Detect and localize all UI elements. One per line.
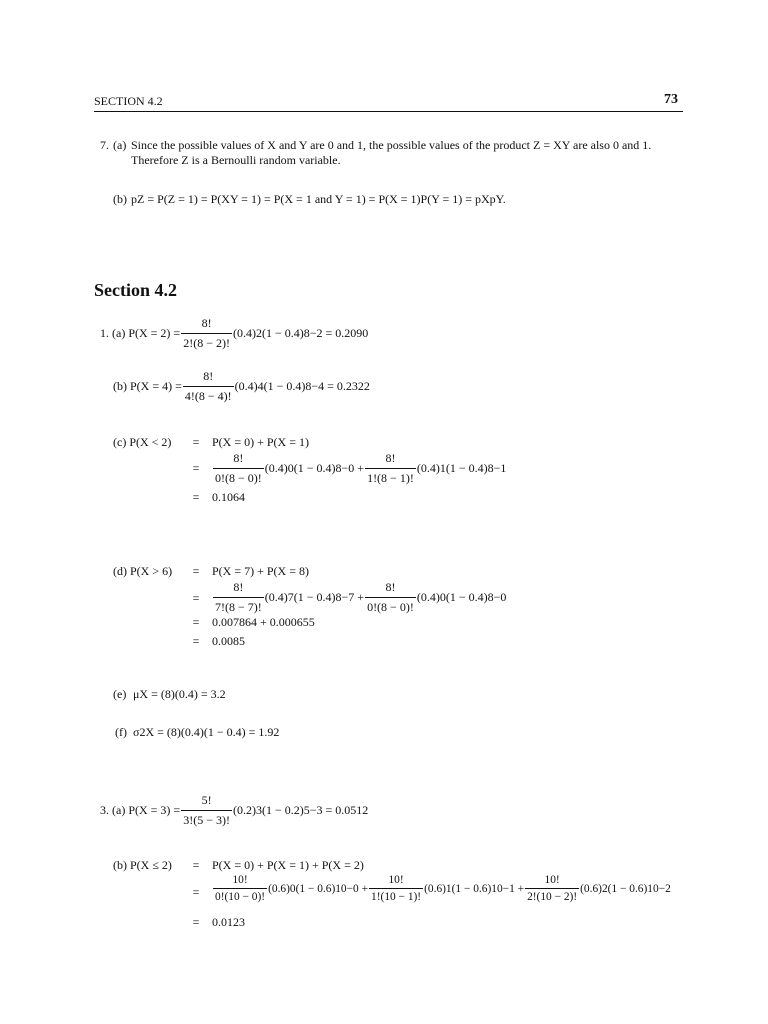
fraction-denominator: 1!(8 − 1)! [365,468,416,486]
problem-1a-label: (a) [112,326,126,340]
problem-1b-lhs: P(X = 4) = [130,379,182,393]
fraction-denominator: 1!(10 − 1)! [369,888,423,903]
problem-3b-lhs: P(X ≤ 2) [130,858,172,872]
problem-1c-line-2 [212,451,506,486]
header-rule [94,111,683,112]
equals-sign: = [192,615,200,629]
fraction-numerator: 10! [388,874,404,886]
problem-1d-line-2 [212,580,506,615]
problem-1d-label-lhs [113,565,172,577]
fraction-numerator: 8! [201,316,212,330]
problem-1d-result: 0.0085 [212,634,245,648]
problem-3b-line-1: P(X = 0) + P(X = 1) + P(X = 2) [212,858,364,872]
problem-3b-term-1: (0.6)0(1 − 0.6)10−0 + [268,882,369,895]
problem-1-number: 1. [100,326,109,340]
problem-1a-rest: (0.4)2(1 − 0.4)8−2 = 0.2090 [232,326,369,340]
fraction-denominator: 7!(8 − 7)! [213,597,264,615]
fraction-numerator: 8! [203,369,214,383]
problem-1d-lhs: P(X > 6) [130,564,173,578]
fraction-denominator: 2!(8 − 2)! [181,333,232,351]
problem-1b-fraction [183,369,234,404]
fraction-denominator: 0!(10 − 0)! [213,888,267,903]
problem-1b-equation [113,369,370,404]
fraction-denominator: 4!(8 − 4)! [183,386,234,404]
fraction-numerator: 5! [201,793,212,807]
problem-1c-label-lhs [113,436,171,448]
fraction-numerator: 10! [544,874,560,886]
problem-1e-label: (e) [113,687,127,701]
problem-1d-term-2: (0.4)0(1 − 0.4)8−0 [416,590,507,604]
equals-sign: = [192,591,200,605]
fraction-denominator: 2!(10 − 2)! [525,888,579,903]
problem-3-number: 3. [100,803,109,817]
running-header-section: SECTION 4.2 [94,94,163,108]
problem-1d-fraction-1 [213,580,264,615]
problem-1f-label: (f) [115,725,127,739]
problem-3a-lhs: P(X = 3) = [128,803,181,817]
problem-3b-label-lhs [113,859,172,871]
problem-1a-equation [100,316,368,351]
page-number: 73 [664,92,678,107]
problem-1c-lhs: P(X < 2) [129,435,172,449]
problem-3a-rest: (0.2)3(1 − 0.2)5−3 = 0.0512 [232,803,369,817]
equals-sign: = [192,461,200,475]
fraction-denominator: 3!(5 − 3)! [181,810,232,828]
problem-1c-result: 0.1064 [212,490,245,504]
problem-1e-equation: μX = (8)(0.4) = 3.2 [133,687,226,701]
problem-1d-term-1: (0.4)7(1 − 0.4)8−7 + [264,590,365,604]
fraction-denominator: 0!(8 − 0)! [365,597,416,615]
problem-1b-rest: (0.4)4(1 − 0.4)8−4 = 0.2322 [234,379,370,393]
fraction-denominator: 0!(8 − 0)! [213,468,264,486]
fraction-numerator: 10! [232,874,248,886]
problem-3b-label: (b) [113,858,127,872]
problem-7a-line-2: Therefore Z is a Bernoulli random variable. [131,153,341,167]
equals-sign: = [192,435,200,449]
problem-3b-term-2: (0.6)1(1 − 0.6)10−1 + [424,882,525,895]
problem-1d-line-3: 0.007864 + 0.000655 [212,615,315,629]
problem-3b-fraction-1 [213,874,267,903]
problem-7a-label: (a) [113,138,127,152]
problem-7-number: 7. [100,138,109,152]
equals-sign: = [192,490,200,504]
problem-1f-equation: σ2X = (8)(0.4)(1 − 0.4) = 1.92 [133,725,280,739]
equals-sign: = [192,564,200,578]
fraction-numerator: 8! [233,451,244,465]
problem-3b-fraction-2 [369,874,423,903]
section-heading: Section 4.2 [94,280,177,300]
problem-1c-line-1: P(X = 0) + P(X = 1) [212,435,309,449]
problem-1c-label: (c) [113,435,127,449]
problem-3b-line-2 [212,874,671,903]
problem-1c-fraction-1 [213,451,264,486]
equals-sign: = [192,634,200,648]
problem-7b-equation: pZ = P(Z = 1) = P(XY = 1) = P(X = 1 and Y = 1) = P(X = 1)P(Y = 1) = pXpY. [131,192,506,206]
problem-3b-fraction-3 [525,874,579,903]
problem-3a-fraction [181,793,232,828]
problem-3b-result: 0.0123 [212,915,245,929]
equals-sign: = [192,858,200,872]
problem-1d-fraction-2 [365,580,416,615]
problem-1a-fraction [181,316,232,351]
problem-3b-term-3: (0.6)2(1 − 0.6)10−2 [580,882,671,895]
fraction-numerator: 8! [233,580,244,594]
equals-sign: = [192,915,200,929]
problem-1b-label: (b) [113,379,127,393]
problem-3a-equation [100,793,368,828]
problem-1c-term-2: (0.4)1(1 − 0.4)8−1 [416,461,507,475]
equals-sign: = [192,885,200,899]
problem-1d-line-1: P(X = 7) + P(X = 8) [212,564,309,578]
problem-1a-lhs: P(X = 2) = [128,326,181,340]
fraction-numerator: 8! [385,580,396,594]
problem-3a-label: (a) [112,803,126,817]
problem-7b-label: (b) [113,192,127,206]
problem-1c-fraction-2 [365,451,416,486]
problem-1d-label: (d) [113,564,127,578]
fraction-numerator: 8! [385,451,396,465]
problem-1c-term-1: (0.4)0(1 − 0.4)8−0 + [264,461,365,475]
problem-7a-line-1: Since the possible values of X and Y are 0 and 1, the possible values of the product Z = XY are also 0 and 1. [131,138,652,152]
